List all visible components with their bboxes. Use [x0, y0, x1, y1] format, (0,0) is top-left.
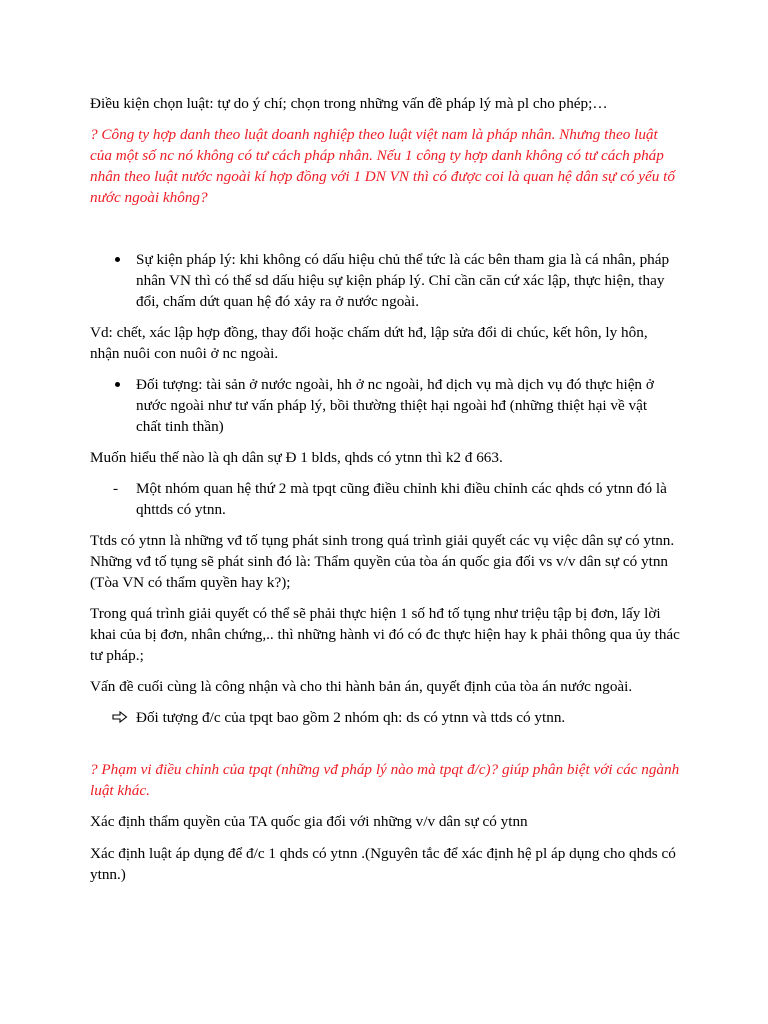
paragraph-jurisdiction: Xác định thẩm quyền của TA quốc gia đối với những v/v dân sự có ytnn [90, 813, 528, 830]
bullet-dot-icon [115, 382, 120, 387]
paragraph-choice-of-law-conditions: Điều kiện chọn luật: tự do ý chí; chọn trong những vấn đề pháp lý mà pl cho phép;… [90, 95, 608, 112]
hollow-arrow-right-icon [112, 711, 128, 723]
dash-item-procedural-relations: Một nhóm quan hệ thứ 2 mà tpqt cũng điều chỉnh khi điều chỉnh các qhds có ytnn đó là qhttds có ytnn. [136, 480, 667, 518]
dash-marker: - [113, 480, 119, 497]
paragraph-civil-relations-definition: Muốn hiểu thế nào là qh dân sự Đ 1 blds, qhds có ytnn thì k2 đ 663. [90, 449, 503, 466]
question-partnership-legal-entity: ? Công ty hợp danh theo luật doanh nghiệp theo luật việt nam là pháp nhân. Nhưng theo luật của một số nc nó không có tư cách pháp nhân. Nếu 1 công ty hợp danh không có tư cách pháp nhân theo luật nước ngoài kí hợp đồng với 1 DN VN thì có được coi là quan hệ dân sự có yếu tố nước ngoài không? [90, 126, 675, 206]
paragraph-recognition-enforcement: Vấn đề cuối cùng là công nhận và cho thi hành bản án, quyết định của tòa án nước ngoài. [90, 678, 633, 695]
bullet-subject-matter: Đối tượng: tài sản ở nước ngoài, hh ở nc ngoài, hđ dịch vụ mà dịch vụ đó thực hiện ở nước ngoài như tư vấn pháp lý, bồi thường thiệt hại ngoài hđ (những thiệt hại về vật chất tinh thần) [136, 376, 654, 435]
paragraph-applicable-law: Xác định luật áp dụng để đ/c 1 qhds có ytnn .(Nguyên tắc để xác định hệ pl áp dụng cho qhds có ytnn.) [90, 845, 676, 883]
paragraph-procedural-issues: Ttds có ytnn là những vđ tố tụng phát sinh trong quá trình giải quyết các vụ việc dân sự có ytnn. Những vđ tố tụng sẽ phát sinh đó là: Thẩm quyền của tòa án quốc gia đối vs v/v dân sự có ytnn (Tòa VN có thẩm quyền hay k?); [90, 532, 675, 591]
arrow-item-scope-summary: Đối tượng đ/c của tpqt bao gồm 2 nhóm qh: ds có ytnn và ttds có ytnn. [136, 709, 566, 726]
bullet-dot-icon [115, 257, 120, 262]
bullet-legal-event: Sự kiện pháp lý: khi không có dấu hiệu chủ thể tức là các bên tham gia là cá nhân, pháp nhân VN thì có thể sd dấu hiệu sự kiện pháp lý. Chỉ cần căn cứ xác lập, thực hiện, thay đổi, chấm dứt quan hệ đó xảy ra ở nước ngoài. [136, 251, 670, 310]
paragraph-examples: Vd: chết, xác lập hợp đồng, thay đổi hoặc chấm dứt hđ, lập sửa đổi di chúc, kết hôn, ly hôn, nhận nuôi con nuôi ở nc ngoài. [90, 324, 648, 362]
question-scope-of-regulation: ? Phạm vi điều chỉnh của tpqt (những vđ pháp lý nào mà tpqt đ/c)? giúp phân biệt với các ngành luật khác. [90, 761, 680, 799]
paragraph-judicial-assistance: Trong quá trình giải quyết có thể sẽ phải thực hiện 1 số hđ tố tụng như triệu tập bị đơn, lấy lời khai của bị đơn, nhân chứng,.. thì những hành vi đó có đc thực hiện hay k phải thông qua ủy thác tư pháp.; [90, 605, 680, 664]
